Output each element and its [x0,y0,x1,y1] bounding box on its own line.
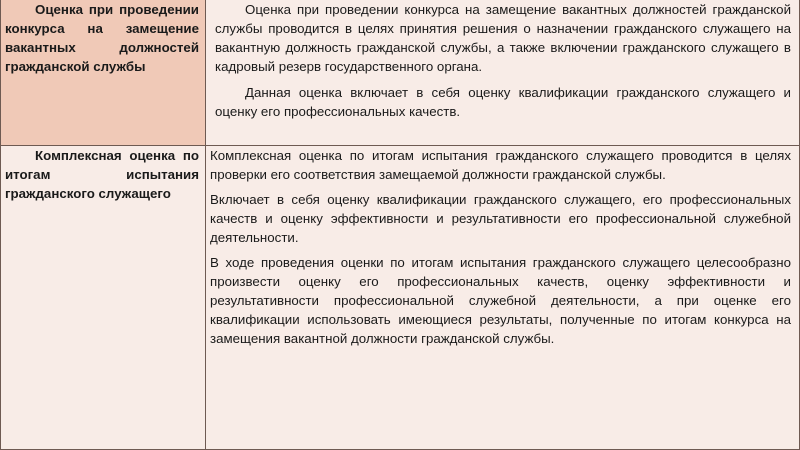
row-2-heading-cell [0,146,206,450]
row-2-heading: Комплексная оценка по итогам испытания гражданского служащего [5,148,199,201]
row-2-paragraph-1: Комплексная оценка по итогам испытания гражданского служащего проводится в целях проверки его соответствия замещаемой должности гражданской службы. [210,148,791,182]
row-1-paragraph-1: Оценка при проведении конкурса на замещение вакантных должностей гражданской службы проводится в целях принятия решения о назначении гражданского служащего на вакантную должность гражданской службы, а также включении гражданского служащего в кадровый резерв государственного органа. [215,2,791,74]
row-2-paragraph-2: Включает в себя оценку квалификации гражданского служащего, его профессиональных качеств и оценку эффективности и результативности его профессиональной служебной деятельности. [210,192,791,245]
row-1-description-cell [206,0,800,146]
row-1-heading-cell [0,0,206,146]
row-2-description-cell [206,146,800,450]
row-2-paragraph-3: В ходе проведения оценки по итогам испытания гражданского служащего целесообразно произвести оценку его профессиональных качеств, оценку эффективности и результативности профессиональной служебной деятельности, а при оценке его квалификации использовать имеющиеся результаты, полученные по итогам конкурса на замещения вакантной должности гражданской службы. [210,255,791,346]
row-1-heading: Оценка при проведении конкурса на замещение вакантных должностей гражданской службы [5,2,199,74]
row-1-paragraph-2: Данная оценка включает в себя оценку квалификации гражданского служащего и оценку его профессиональных качеств. [215,85,791,119]
